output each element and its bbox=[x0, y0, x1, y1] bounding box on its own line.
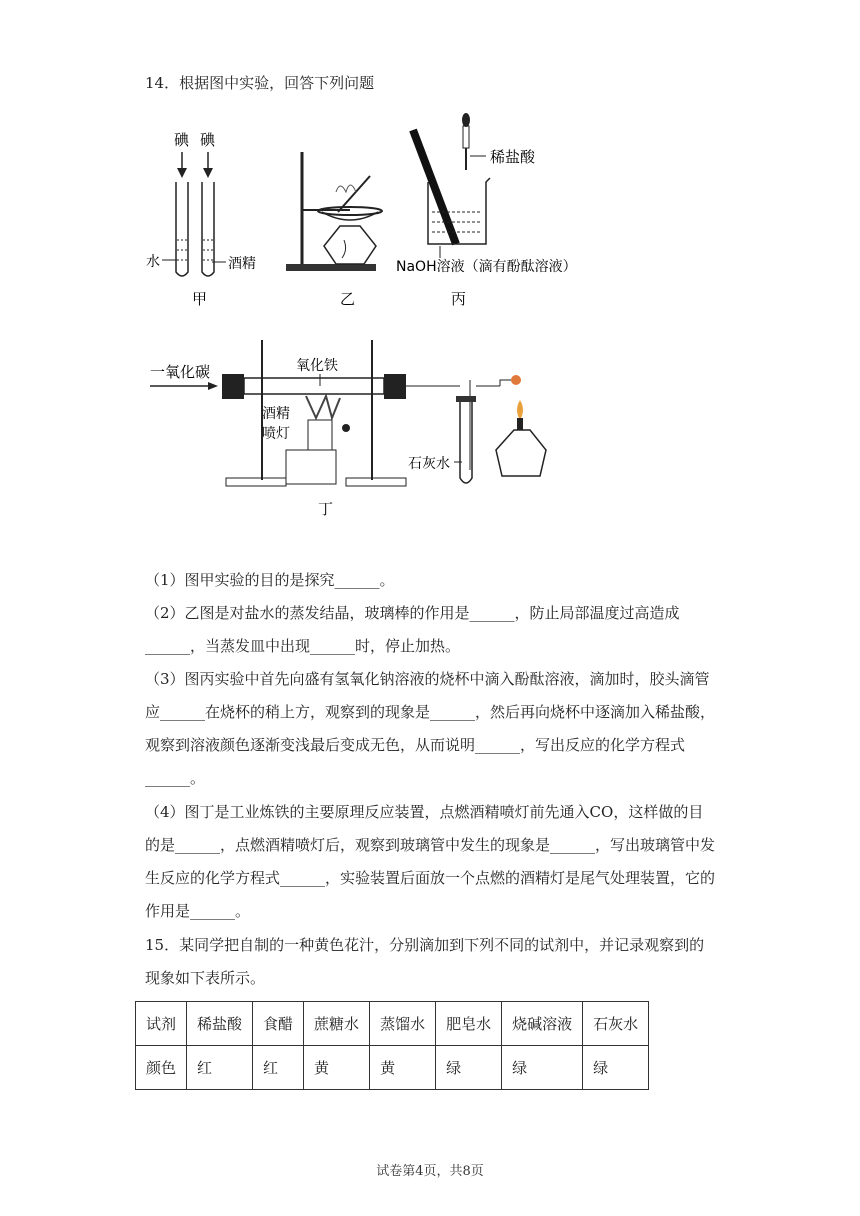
figure-ding-caption: 丁 bbox=[318, 500, 334, 518]
lamp-label-line2: 喷灯 bbox=[262, 426, 290, 442]
table-cell: 稀盐酸 bbox=[187, 1002, 253, 1046]
figure-ding bbox=[150, 340, 546, 518]
page-footer: 试卷第4页，共8页 bbox=[376, 1164, 484, 1179]
table-cell: 蔗糖水 bbox=[304, 1002, 370, 1046]
table-cell: 红 bbox=[253, 1046, 304, 1090]
table-row bbox=[136, 1046, 649, 1090]
question-14-title: 14．根据图中实验，回答下列问题 bbox=[145, 74, 375, 92]
naoh-solution-label: NaOH溶液（滴有酚酞溶液） bbox=[396, 259, 577, 275]
figure-yi bbox=[286, 152, 382, 308]
experiment-figures bbox=[0, 0, 860, 540]
iodine-label-2: 碘 bbox=[200, 131, 216, 149]
dilute-hcl-label: 稀盐酸 bbox=[490, 148, 536, 166]
table-cell: 红 bbox=[187, 1046, 253, 1090]
question-14-part-4: （4）图丁是工业炼铁的主要原理反应装置，点燃酒精喷灯前先通入CO，这样做的目的是______，点燃酒精喷灯后，观察到玻璃管中发生的现象是______，写出玻璃管中发生反应的化学方程式______，实验装置后面放一个点燃的酒精灯是尾气处理装置，它的作用是______。 bbox=[145, 803, 716, 920]
question-15-text: 15．某同学把自制的一种黄色花汁，分别滴加到下列不同的试剂中，并记录观察到的现象如下表所示。 bbox=[145, 936, 705, 987]
figure-jia bbox=[146, 131, 256, 308]
indicator-color-table bbox=[135, 1001, 649, 1090]
figure-jia-caption: 甲 bbox=[192, 290, 208, 308]
limewater-label: 石灰水 bbox=[408, 456, 450, 472]
ferric-oxide-label: 氧化铁 bbox=[296, 358, 338, 374]
table-cell: 石灰水 bbox=[583, 1002, 649, 1046]
figure-bing bbox=[396, 113, 577, 308]
table-row bbox=[136, 1002, 649, 1046]
lamp-label-line1: 酒精 bbox=[262, 406, 290, 422]
figure-bing-caption: 丙 bbox=[451, 290, 467, 308]
water-label: 水 bbox=[146, 254, 160, 270]
co-label: 一氧化碳 bbox=[150, 363, 211, 381]
question-14-part-3: （3）图丙实验中首先向盛有氢氧化钠溶液的烧杯中滴入酚酞溶液，滴加时，胶头滴管应______在烧杯的稍上方，观察到的现象是______，然后再向烧杯中逐滴加入稀盐酸，观察到溶液颜色逐渐变浅最后变成无色，从而说明______，写出反应的化学方程式______。 bbox=[145, 670, 716, 787]
table-cell: 黄 bbox=[304, 1046, 370, 1090]
table-cell: 肥皂水 bbox=[436, 1002, 502, 1046]
table-cell: 颜色 bbox=[136, 1046, 187, 1090]
table-cell: 烧碱溶液 bbox=[502, 1002, 583, 1046]
iodine-label-1: 碘 bbox=[174, 131, 190, 149]
table-cell: 黄 bbox=[370, 1046, 436, 1090]
table-cell: 蒸馏水 bbox=[370, 1002, 436, 1046]
table-cell: 绿 bbox=[436, 1046, 502, 1090]
table-cell: 食醋 bbox=[253, 1002, 304, 1046]
question-14-part-1: （1）图甲实验的目的是探究______。 bbox=[145, 571, 395, 589]
table-cell: 绿 bbox=[583, 1046, 649, 1090]
figure-yi-caption: 乙 bbox=[340, 290, 356, 308]
question-14-part-2: （2）乙图是对盐水的蒸发结晶，玻璃棒的作用是______，防止局部温度过高造成______，当蒸发皿中出现______时，停止加热。 bbox=[145, 604, 680, 655]
table-cell: 绿 bbox=[502, 1046, 583, 1090]
alcohol-label: 酒精 bbox=[228, 256, 256, 272]
table-cell: 试剂 bbox=[136, 1002, 187, 1046]
